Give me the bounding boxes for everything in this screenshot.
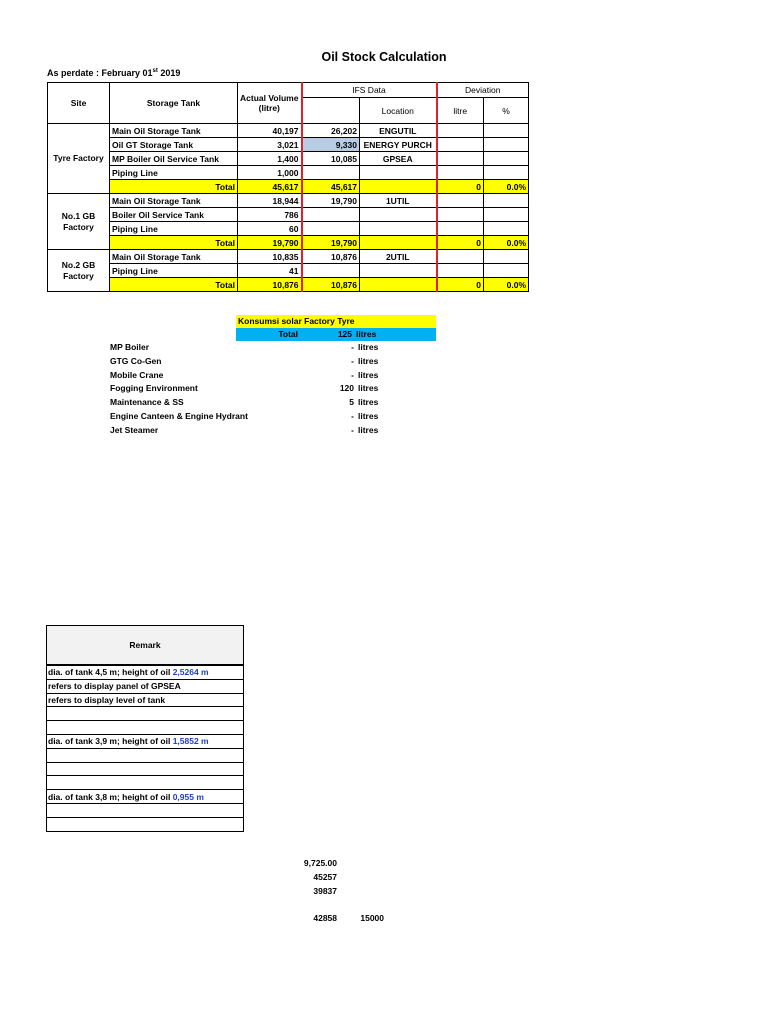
as-per-date: As perdate : February 01st 2019 bbox=[47, 68, 181, 78]
actual-cell: 10,835 bbox=[238, 250, 302, 264]
header-actual-volume: Actual Volume (litre) bbox=[238, 83, 302, 124]
dev-pct-cell bbox=[484, 138, 529, 152]
header-ifs-data: IFS Data bbox=[302, 83, 437, 98]
remark-header: Remark bbox=[47, 626, 244, 666]
dev-litre-cell bbox=[437, 152, 484, 166]
table-row bbox=[48, 166, 529, 180]
total-dev-pct: 0.0% bbox=[484, 278, 529, 292]
total-label: Total bbox=[110, 236, 238, 250]
page-title: Oil Stock Calculation bbox=[321, 50, 447, 64]
header-location: Location bbox=[360, 98, 437, 124]
ifs-cell bbox=[302, 208, 360, 222]
remark-row: dia. of tank 3,9 m; height of oil 1,5852 m bbox=[47, 734, 244, 748]
dev-pct-cell bbox=[484, 222, 529, 236]
actual-cell: 786 bbox=[238, 208, 302, 222]
konsumsi-header bbox=[236, 315, 436, 341]
dev-litre-cell bbox=[437, 124, 484, 138]
header-dev-litre: litre bbox=[437, 98, 484, 124]
konsumsi-total-label: Total bbox=[278, 329, 298, 339]
site-cell: No.1 GB Factory bbox=[48, 194, 110, 250]
remark-row: dia. of tank 4,5 m; height of oil 2,5264 m bbox=[47, 665, 244, 679]
ifs-cell bbox=[302, 222, 360, 236]
dev-pct-cell bbox=[484, 250, 529, 264]
tank-cell: MP Boiler Oil Service Tank bbox=[110, 152, 238, 166]
dev-litre-cell bbox=[437, 194, 484, 208]
header-deviation: Deviation bbox=[437, 83, 529, 98]
tank-cell: Main Oil Storage Tank bbox=[110, 124, 238, 138]
dev-litre-cell bbox=[437, 264, 484, 278]
tank-cell: Piping Line bbox=[110, 222, 238, 236]
table-row bbox=[48, 124, 529, 138]
list-item: GTG Co-Gen - litres bbox=[110, 355, 379, 366]
total-dev-litre: 0 bbox=[437, 278, 484, 292]
table-row bbox=[48, 194, 529, 208]
ifs-cell: 9,330 bbox=[302, 138, 360, 152]
tank-cell: Main Oil Storage Tank bbox=[110, 250, 238, 264]
total-location bbox=[360, 180, 437, 194]
remark-row bbox=[47, 762, 244, 776]
dev-litre-cell bbox=[437, 166, 484, 180]
total-actual: 19,790 bbox=[238, 236, 302, 250]
actual-cell: 3,021 bbox=[238, 138, 302, 152]
total-dev-pct: 0.0% bbox=[484, 236, 529, 250]
total-dev-pct: 0.0% bbox=[484, 180, 529, 194]
total-ifs: 45,617 bbox=[302, 180, 360, 194]
konsumsi-total-unit: litres bbox=[356, 329, 377, 339]
header-dev-percent: % bbox=[484, 98, 529, 124]
location-cell bbox=[360, 222, 437, 236]
total-location bbox=[360, 278, 437, 292]
site-cell: No.2 GB Factory bbox=[48, 250, 110, 292]
calc-value-4: 42858 bbox=[313, 913, 337, 923]
location-cell bbox=[360, 166, 437, 180]
header-ifs-blank bbox=[302, 98, 360, 124]
calc-value-1: 9,725.00 bbox=[303, 858, 337, 868]
remark-row bbox=[47, 817, 244, 831]
dev-pct-cell bbox=[484, 194, 529, 208]
header-site: Site bbox=[48, 83, 110, 124]
remark-row bbox=[47, 721, 244, 735]
header-storage-tank: Storage Tank bbox=[110, 83, 238, 124]
calc-value-3: 39837 bbox=[313, 886, 337, 896]
tank-cell: Main Oil Storage Tank bbox=[110, 194, 238, 208]
total-row bbox=[48, 236, 529, 250]
location-cell: 2UTIL bbox=[360, 250, 437, 264]
ifs-cell: 19,790 bbox=[302, 194, 360, 208]
tank-cell: Oil GT Storage Tank bbox=[110, 138, 238, 152]
list-item: Mobile Crane - litres bbox=[110, 369, 379, 380]
dev-litre-cell bbox=[437, 250, 484, 264]
actual-cell: 1,000 bbox=[238, 166, 302, 180]
list-item: Fogging Environment 120 litres bbox=[110, 383, 379, 394]
total-ifs: 10,876 bbox=[302, 278, 360, 292]
remark-row bbox=[47, 803, 244, 817]
remark-row: refers to display level of tank bbox=[47, 693, 244, 707]
tank-cell: Piping Line bbox=[110, 264, 238, 278]
dev-pct-cell bbox=[484, 208, 529, 222]
dev-pct-cell bbox=[484, 264, 529, 278]
dev-pct-cell bbox=[484, 152, 529, 166]
total-actual: 10,876 bbox=[238, 278, 302, 292]
calc-value-5: 15000 bbox=[360, 913, 384, 923]
ifs-cell: 26,202 bbox=[302, 124, 360, 138]
ifs-cell: 10,876 bbox=[302, 250, 360, 264]
actual-cell: 1,400 bbox=[238, 152, 302, 166]
ifs-cell: 10,085 bbox=[302, 152, 360, 166]
remark-row: dia. of tank 3,8 m; height of oil 0,955 m bbox=[47, 790, 244, 804]
actual-cell: 18,944 bbox=[238, 194, 302, 208]
table-row bbox=[48, 222, 529, 236]
location-cell bbox=[360, 208, 437, 222]
actual-cell: 60 bbox=[238, 222, 302, 236]
remark-row bbox=[47, 748, 244, 762]
dev-pct-cell bbox=[484, 124, 529, 138]
dev-litre-cell bbox=[437, 208, 484, 222]
tank-cell: Boiler Oil Service Tank bbox=[110, 208, 238, 222]
table-row bbox=[48, 138, 529, 152]
remark-row bbox=[47, 776, 244, 790]
list-item: MP Boiler - litres bbox=[110, 342, 379, 352]
site-cell: Tyre Factory bbox=[48, 124, 110, 194]
total-ifs: 19,790 bbox=[302, 236, 360, 250]
total-label: Total bbox=[110, 278, 238, 292]
dev-pct-cell bbox=[484, 166, 529, 180]
location-cell: 1UTIL bbox=[360, 194, 437, 208]
ifs-cell bbox=[302, 264, 360, 278]
actual-cell: 40,197 bbox=[238, 124, 302, 138]
remark-row bbox=[47, 707, 244, 721]
list-item: Engine Canteen & Engine Hydrant - litres bbox=[110, 410, 379, 421]
location-cell: ENERGY PURCH bbox=[360, 138, 437, 152]
remark-row: refers to display panel of GPSEA bbox=[47, 679, 244, 693]
actual-cell: 41 bbox=[238, 264, 302, 278]
location-cell: ENGUTIL bbox=[360, 124, 437, 138]
list-item: Jet Steamer - litres bbox=[110, 424, 379, 435]
tank-cell: Piping Line bbox=[110, 166, 238, 180]
dev-litre-cell bbox=[437, 138, 484, 152]
total-label: Total bbox=[110, 180, 238, 194]
ifs-cell bbox=[302, 166, 360, 180]
konsumsi-total-value: 125 bbox=[337, 329, 352, 339]
dev-litre-cell bbox=[437, 222, 484, 236]
table-row bbox=[48, 152, 529, 166]
location-cell bbox=[360, 264, 437, 278]
table-row bbox=[48, 250, 529, 264]
list-item: Maintenance & SS 5 litres bbox=[110, 397, 379, 408]
total-actual: 45,617 bbox=[238, 180, 302, 194]
total-dev-litre: 0 bbox=[437, 236, 484, 250]
location-cell: GPSEA bbox=[360, 152, 437, 166]
total-location bbox=[360, 236, 437, 250]
total-dev-litre: 0 bbox=[437, 180, 484, 194]
table-row bbox=[48, 208, 529, 222]
calc-value-2: 45257 bbox=[313, 872, 337, 882]
total-row bbox=[48, 180, 529, 194]
remark-table bbox=[46, 625, 244, 832]
konsumsi-items bbox=[108, 341, 396, 438]
total-row bbox=[48, 278, 529, 292]
oil-stock-table bbox=[47, 82, 529, 292]
konsumsi-title: Konsumsi solar Factory Tyre bbox=[238, 316, 355, 326]
table-row bbox=[48, 264, 529, 278]
